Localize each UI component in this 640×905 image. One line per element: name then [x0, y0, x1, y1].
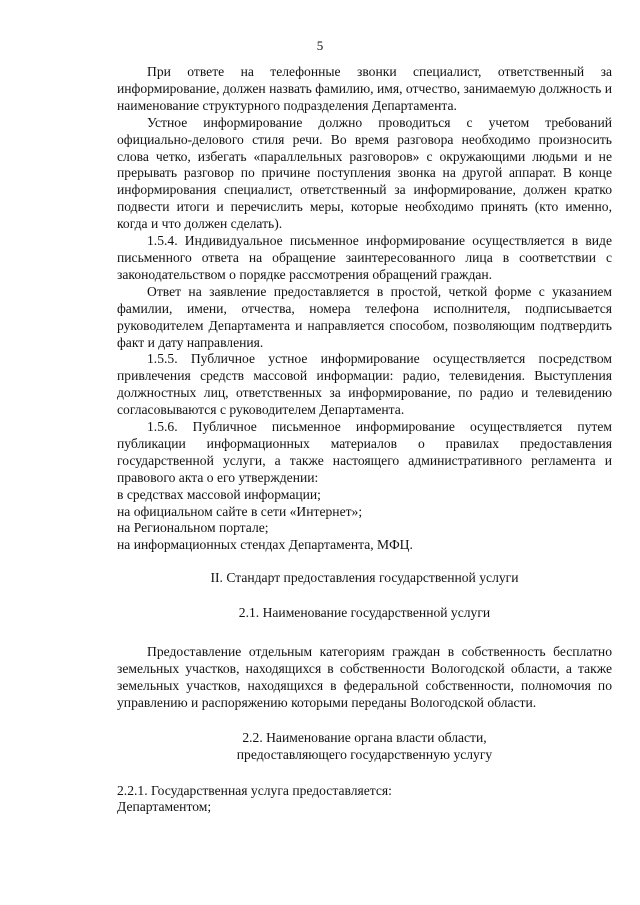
paragraph-reply-form: Ответ на заявление предоставляется в простой, четкой форме с указанием фамилии, имени, отчества, номера телефона исполнителя, подписывается руководителем Департамента и направляется способом, позволяющим подтвердить факт и дату направления.	[117, 283, 612, 350]
paragraph-1-5-5: 1.5.5. Публичное устное информирование осуществляется посредством привлечения средств массовой информации: радио, телевидения. Выступления должностных лиц, ответственных за информирование, по радио и телевидению согласовываются с руководителем Департамента.	[117, 351, 612, 418]
page-number: 5	[316, 38, 324, 53]
list-item: на Региональном портале;	[117, 520, 269, 536]
subsection-title-2-2-line2: предоставляющего государственную услугу	[236, 746, 493, 762]
paragraph-oral-informing: Устное информирование должно проводиться с учетом требований официально-делового стиля речи. Во время разговора необходимо произносить слова четко, избегать «параллельных разговоров» с окружающими людьми и не прерывать разговор по причине поступления звонка на другой аппарат. В конце информирования специалист, ответственный за информирование, должен кратко подвести итоги и перечислить меры, которые необходимо принять (кто именно, когда и что должен сделать).	[117, 114, 612, 232]
document-body	[117, 64, 612, 816]
section-title: II. Стандарт предоставления государственной услуги	[210, 570, 519, 586]
paragraph-phone-answer: При ответе на телефонные звонки специалист, ответственный за информирование, должен назвать фамилию, имя, отчество, занимаемую должность и наименование структурного подразделения Департамента.	[117, 64, 613, 113]
provider-line: Департаментом;	[117, 799, 212, 815]
subsection-title-2-2-line1: 2.2. Наименование органа власти области,	[242, 729, 487, 745]
paragraph-1-5-4: 1.5.4. Индивидуальное письменное информирование осуществляется в виде письменного ответа на обращение заинтересованного лица в соответствии с законодательством о порядке рассмотрения обращений граждан.	[117, 233, 612, 282]
paragraph-1-5-6: 1.5.6. Публичное письменное информирование осуществляется путем публикации информационных материалов о правилах предоставления государственной услуги, а также настоящего административного регламента и правового акта о его утверждении:	[117, 419, 612, 485]
subsection-title-2-1: 2.1. Наименование государственной услуги	[238, 605, 491, 621]
paragraph-service-name: Предоставление отдельным категориям граждан в собственность бесплатно земельных участков, находящихся в собственности Вологодской области, а также земельных участков, находящихся в федеральной собственности, полномочия по управлению и распоряжению которыми переданы Вологодской области.	[117, 644, 612, 710]
list-item: в средствах массовой информации;	[117, 486, 321, 502]
list-item: на информационных стендах Департамента, МФЦ.	[117, 537, 413, 553]
list-item: на официальном сайте в сети «Интернет»;	[117, 503, 363, 519]
clause-2-2-1: 2.2.1. Государственная услуга предоставляется:	[117, 782, 392, 798]
